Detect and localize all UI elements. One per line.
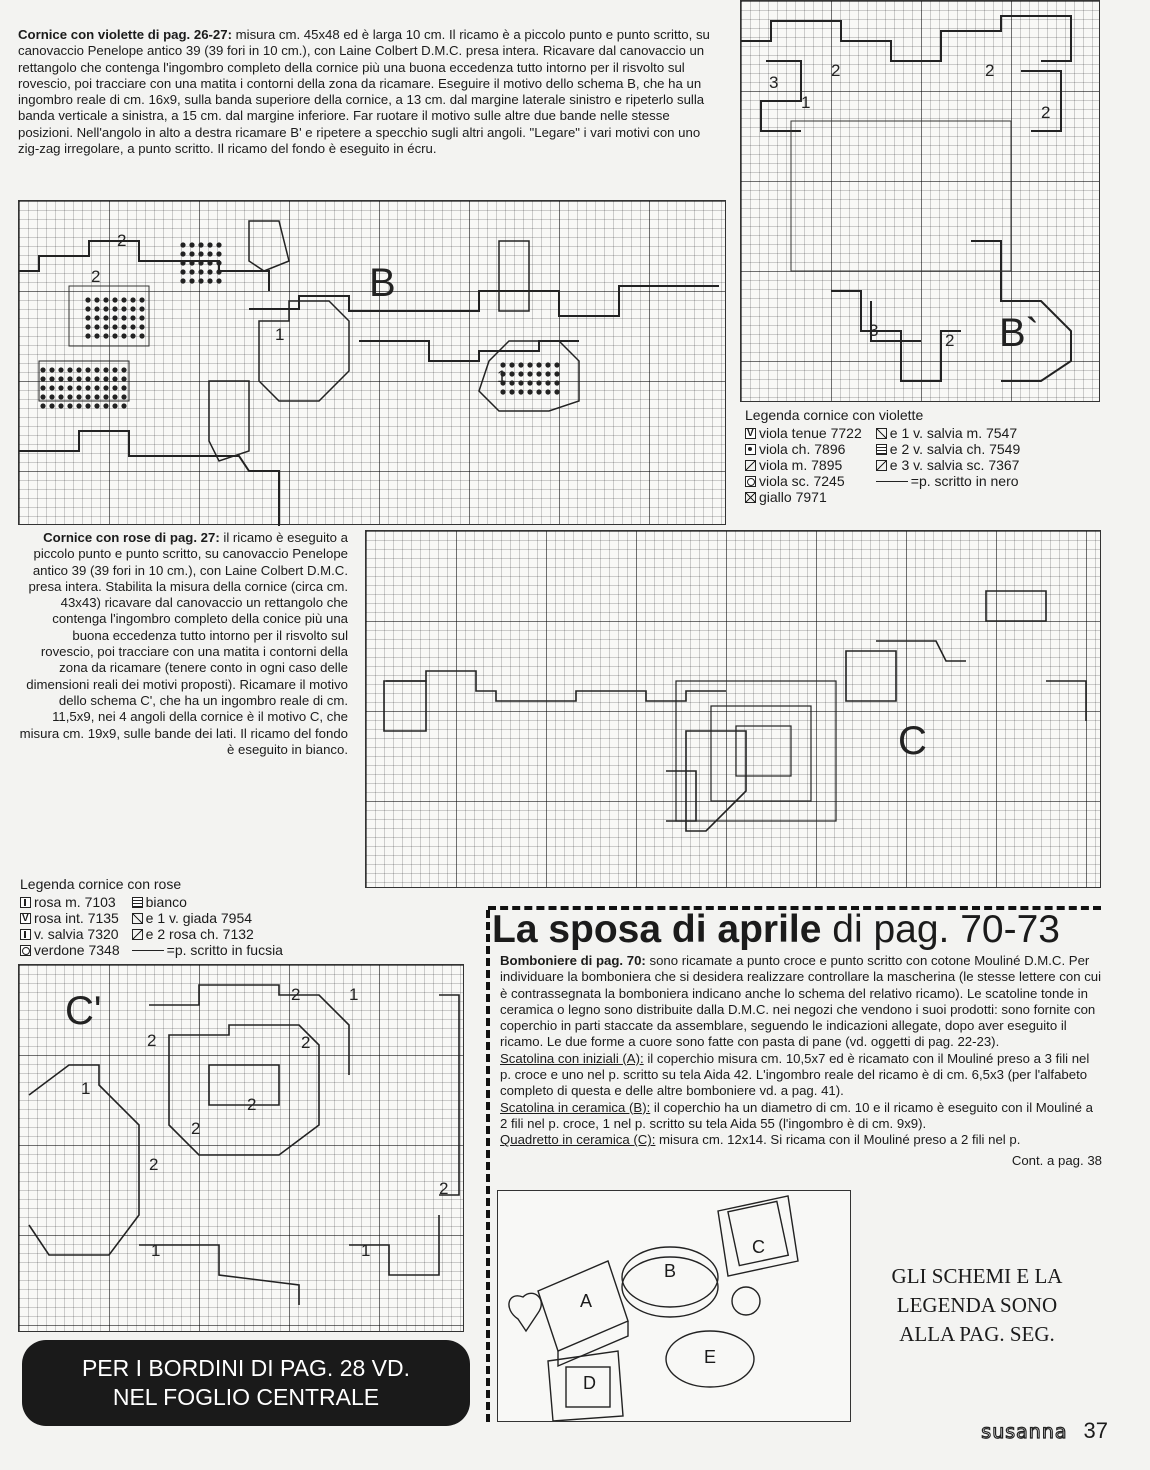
stitch-dot <box>216 278 221 283</box>
stitch-dot <box>85 333 90 338</box>
stitch-dot <box>554 389 559 394</box>
stitch-dot <box>121 385 126 390</box>
continued-note: Cont. a pag. 38 <box>1011 1152 1102 1168</box>
stitch-dot <box>139 315 144 320</box>
chart-b-prime-num-1: 3 <box>769 73 779 92</box>
chart-c-prime-num: 2 <box>291 985 301 1004</box>
stitch-dot <box>518 371 523 376</box>
scatolina-b-text: il coperchio ha un diametro di cm. 10 e il ricamo è eseguito con il Mouliné a 2 fili nel p. croce, 1 nel p. scritto su tela Aida 55 (l'ingombro è di cm. 9x9). <box>500 1099 1093 1131</box>
legend-violette-item: viola sc. 7245 <box>759 473 845 489</box>
stitch-dot <box>112 367 117 372</box>
stitch-dot <box>545 389 550 394</box>
chart-c <box>365 530 1101 888</box>
legend-violette-item: e 2 v. salvia ch. 7549 <box>889 441 1021 457</box>
stitch-dot <box>198 242 203 247</box>
backstitch-line-icon <box>876 481 908 482</box>
stitch-dot <box>112 376 117 381</box>
chart-c-prime-num: 1 <box>81 1079 91 1098</box>
legend-violette-title: Legenda cornice con violette <box>745 407 924 423</box>
sketch-label-e: E <box>704 1347 717 1367</box>
stitch-dot <box>500 389 505 394</box>
stitch-dot <box>180 242 185 247</box>
stitch-dot <box>130 306 135 311</box>
legend-rose-item: e 2 rosa ch. 7132 <box>145 926 254 942</box>
legend-rose-item: verdone 7348 <box>34 942 120 958</box>
chart-b-prime-num-3: 1 <box>801 93 811 112</box>
chart-c-prime-num: 2 <box>301 1033 311 1052</box>
stitch-dot <box>76 376 81 381</box>
stitch-dot <box>85 385 90 390</box>
rose-instructions <box>18 530 348 758</box>
chart-b-prime-num-6: 3 <box>869 321 879 340</box>
sposa-title-light: di pag. 70-73 <box>821 908 1060 951</box>
stitch-dot <box>40 376 45 381</box>
chart-b-violet-left <box>39 286 149 401</box>
page-number: 37 <box>1083 1418 1108 1443</box>
stitch-dot <box>189 278 194 283</box>
stitch-dot <box>198 278 203 283</box>
stitch-dot <box>85 324 90 329</box>
chart-b-num-1: 2 <box>117 231 127 250</box>
stitch-dot <box>180 260 185 265</box>
violet-light-dot-icon <box>745 444 756 455</box>
sketch-drawing <box>498 1191 850 1421</box>
stitch-dot <box>139 297 144 302</box>
stitch-dot <box>85 315 90 320</box>
stitch-dot <box>518 362 523 367</box>
legend-violette-item: viola tenue 7722 <box>759 425 862 441</box>
bomboniere-title: Bomboniere di pag. 70: <box>500 953 646 968</box>
stitch-dot <box>207 242 212 247</box>
stitch-dot <box>103 333 108 338</box>
legend-rose-item: rosa int. 7135 <box>34 910 119 926</box>
chart-c-prime-num: 1 <box>361 1241 371 1260</box>
stitch-dot <box>58 394 63 399</box>
stitch-dot <box>67 367 72 372</box>
stitch-dot <box>85 297 90 302</box>
legend-violette <box>745 407 1105 505</box>
stitch-dot <box>130 315 135 320</box>
stitch-dot <box>103 394 108 399</box>
stitch-dot <box>85 376 90 381</box>
stitch-dot <box>216 269 221 274</box>
stitch-dot <box>527 362 532 367</box>
stitch-dot <box>207 260 212 265</box>
legend-violette-item: e 3 v. salvia sc. 7367 <box>889 457 1020 473</box>
stitch-dot <box>536 380 541 385</box>
rose-light-icon <box>132 929 143 940</box>
legend-rose <box>20 876 360 958</box>
stitch-dot <box>554 380 559 385</box>
schemes-note: GLI SCHEMI E LA LEGENDA SONO ALLA PAG. SEG. <box>891 1264 1063 1346</box>
bordini-notice <box>22 1340 470 1426</box>
stitch-dot <box>518 380 523 385</box>
chart-b-prime <box>740 0 1100 402</box>
stitch-dot <box>509 371 514 376</box>
violette-body: misura cm. 45x48 ed è larga 10 cm. Il ricamo è a piccolo punto e punto scritto, su canovaccio Penelope antico 39 (39 fori in 10 cm.), con Laine Colbert D.M.C. presa intera. Ricavare dal canovaccio un rettangolo che contenga l'ingombro completo della cornice più una buona eccedenza tutto intorno per il risvolto sul rovescio, poi tracciare con una matita i contorni della zona da ricamare. Eseguire il motivo dello schema B, che ha un ingombro reale di cm. 16x9, sulla banda superiore della cornice, a 13 cm. dal margine laterale sinistro e ripeterlo sulla banda verticale a sinistra, a 15 cm. dal margine inferiore. Far ruotare il motivo sulle altre due bande nelle stesse posizioni. Nell'angolo in alto a destra ricamare B' e ripetere a specchio sugli altri angoli. "Legare" i vari motivi con uno zig-zag irregolare, a punto scritto. Il ricamo del fondo è eseguito in écru. <box>18 27 710 157</box>
legend-violette-item: viola m. 7895 <box>759 457 843 473</box>
stitch-dot <box>198 251 203 256</box>
sketch-label-b: B <box>664 1261 677 1281</box>
stitch-dot <box>207 269 212 274</box>
stitch-dot <box>67 394 72 399</box>
chart-b-num-3: 1 <box>275 325 285 344</box>
stitch-dot <box>112 297 117 302</box>
stitch-dot <box>103 297 108 302</box>
bordini-line-2: NEL FOGLIO CENTRALE <box>112 1384 380 1410</box>
sage-icon <box>20 929 31 940</box>
stitch-dot <box>121 367 126 372</box>
stitch-dot <box>509 362 514 367</box>
stitch-dot <box>536 371 541 376</box>
stitch-dot <box>121 376 126 381</box>
stitch-dot <box>139 324 144 329</box>
stitch-dot <box>85 367 90 372</box>
stitch-dot <box>130 324 135 329</box>
stitch-dot <box>103 324 108 329</box>
chart-c-prime-num: 2 <box>191 1119 201 1138</box>
stitch-dot <box>112 315 117 320</box>
legend-rose-item: rosa m. 7103 <box>34 894 116 910</box>
sketch-label-a: A <box>580 1291 593 1311</box>
stitch-dot <box>536 389 541 394</box>
bomboniere-sketch <box>497 1190 851 1422</box>
violette-title: Cornice con violette di pag. 26-27: <box>18 27 232 42</box>
stitch-dot <box>103 306 108 311</box>
chart-c-drawing <box>366 531 1102 889</box>
legend-rose-item: v. salvia 7320 <box>34 926 119 942</box>
section-dashed-left-rule <box>486 910 490 1422</box>
chart-c-prime <box>18 964 464 1332</box>
stitch-dot <box>85 403 90 408</box>
stitch-dot <box>545 371 550 376</box>
stitch-dot <box>40 403 45 408</box>
legend-rose-item: e 1 v. giada 7954 <box>145 910 253 926</box>
sketch-label-d: D <box>583 1373 596 1393</box>
stitch-dot <box>180 269 185 274</box>
page-footer <box>981 1418 1108 1444</box>
stitch-dot <box>94 376 99 381</box>
stitch-dot <box>121 297 126 302</box>
dark-green-icon <box>20 945 31 956</box>
chart-b-prime-label: B` <box>999 311 1039 355</box>
stitch-dot <box>94 297 99 302</box>
stitch-dot <box>67 403 72 408</box>
legend-violette-item: =p. scritto in nero <box>910 473 1019 489</box>
jade-icon <box>132 913 143 924</box>
stitch-dot <box>40 394 45 399</box>
stitch-dot <box>216 242 221 247</box>
stitch-dot <box>121 333 126 338</box>
stitch-dot <box>180 251 185 256</box>
stitch-dot <box>112 324 117 329</box>
stitch-dot <box>536 362 541 367</box>
chart-b-prime-drawing <box>741 1 1101 403</box>
stitch-dot <box>509 389 514 394</box>
stitch-dot <box>216 251 221 256</box>
stitch-dot <box>49 385 54 390</box>
sketch-label-c: C <box>752 1237 765 1257</box>
stitch-dot <box>49 367 54 372</box>
bordini-line-1: PER I BORDINI DI PAG. 28 VD. <box>81 1355 411 1381</box>
chart-b-label: B <box>369 261 396 305</box>
stitch-dot <box>198 269 203 274</box>
stitch-dot <box>94 315 99 320</box>
chart-c-prime-num: 2 <box>247 1095 257 1114</box>
stitch-dot <box>121 403 126 408</box>
legend-rose-item: bianco <box>145 894 187 910</box>
legend-violette-item: viola ch. 7896 <box>759 441 846 457</box>
stitch-dot <box>216 260 221 265</box>
stitch-dot <box>94 333 99 338</box>
stitch-dot <box>94 394 99 399</box>
chart-c-prime-num: 1 <box>151 1241 161 1260</box>
stitch-dot <box>76 367 81 372</box>
stitch-dot <box>94 367 99 372</box>
stitch-dot <box>198 260 203 265</box>
sage-light-icon <box>876 444 887 455</box>
stitch-dot <box>139 306 144 311</box>
stitch-dot <box>94 385 99 390</box>
stitch-dot <box>49 394 54 399</box>
chart-b-prime-num-7: 2 <box>945 331 955 350</box>
stitch-dot <box>189 269 194 274</box>
legend-violette-item: giallo 7971 <box>759 489 827 505</box>
legend-violette-item: e 1 v. salvia m. 7547 <box>889 425 1018 441</box>
chart-c-prime-num: 2 <box>439 1179 449 1198</box>
rose-intense-icon <box>20 913 31 924</box>
stitch-dot <box>76 394 81 399</box>
sposa-title <box>492 908 1060 952</box>
stitch-dot <box>112 394 117 399</box>
stitch-dot <box>121 394 126 399</box>
stitch-dot <box>139 333 144 338</box>
stitch-dot <box>40 385 45 390</box>
stitch-dot <box>189 242 194 247</box>
chart-c-label: C <box>898 719 927 763</box>
sage-dark-icon <box>876 460 887 471</box>
chart-c-prime-num: 2 <box>147 1031 157 1050</box>
stitch-dot <box>189 251 194 256</box>
stitch-dot <box>554 371 559 376</box>
chart-b-prime-num-5: 2 <box>1041 103 1051 122</box>
stitch-dot <box>49 376 54 381</box>
stitch-dot <box>94 306 99 311</box>
stitch-dot <box>85 306 90 311</box>
chart-b-num-4: 1 <box>497 367 507 386</box>
stitch-dot <box>130 297 135 302</box>
chart-b-num-2: 2 <box>91 267 101 286</box>
sage-medium-icon <box>876 428 887 439</box>
stitch-dot <box>527 380 532 385</box>
stitch-dot <box>67 376 72 381</box>
stitch-dot <box>67 385 72 390</box>
scatolina-a-text: il coperchio misura cm. 10,5x7 ed è ricamato con il Mouliné preso a 3 fili nel p. croce e uno nel p. scritto su tela Aida 42. L'ingombro reale del ricamo è di cm. 6,5x3 (per l'alfabeto completo di questa e delle altre bomboniere vd. a pag. 41). <box>500 1050 1090 1099</box>
stitch-dot <box>58 403 63 408</box>
stitch-dot <box>112 333 117 338</box>
chart-b-prime-num-2: 2 <box>831 61 841 80</box>
stitch-dot <box>112 385 117 390</box>
stitch-dot <box>207 251 212 256</box>
stitch-dot <box>103 315 108 320</box>
stitch-dot <box>85 394 90 399</box>
chart-c-prime-label: C' <box>65 989 102 1033</box>
stitch-dot <box>112 306 117 311</box>
stitch-dot <box>94 324 99 329</box>
stitch-dot <box>103 367 108 372</box>
stitch-dot <box>103 403 108 408</box>
sposa-title-bold: La sposa di aprile <box>492 908 822 951</box>
chart-b-prime-num-4: 2 <box>985 61 995 80</box>
violet-dark-icon <box>745 476 756 487</box>
stitch-dot <box>58 385 63 390</box>
chart-c-prime-num: 2 <box>149 1155 159 1174</box>
violette-instructions <box>18 27 718 157</box>
stitch-dot <box>76 403 81 408</box>
legend-rose-title: Legenda cornice con rose <box>20 876 182 892</box>
chart-b <box>18 200 726 525</box>
stitch-dot <box>121 324 126 329</box>
violet-light-icon <box>745 428 756 439</box>
scatolina-a-title: Scatolina con iniziali (A): <box>500 1050 644 1066</box>
legend-rose-item: =p. scritto in fucsia <box>166 942 283 958</box>
stitch-dot <box>518 389 523 394</box>
backstitch-line-icon <box>132 950 164 951</box>
rose-medium-icon <box>20 897 31 908</box>
stitch-dot <box>103 376 108 381</box>
stitch-dot <box>545 380 550 385</box>
bomboniere-text: sono ricamate a punto croce e punto scritto con cotone Mouliné D.M.C. Per individuare la bomboniera che si desidera realizzare controllare la mascherina (le stesse lettere con cui è contrassegnata la bomboniera indicano anche lo schema del relativo ricamo). Le scatoline tonde in ceramica o legno sono distribuite dalla D.M.C. nei negozi che vendono i suoi prodotti: sono fornite con coperchio in parti staccate da assemblare, seguendo le indicazioni allegate, dopo aver eseguito il ricamo. Le due forme a cuore sono fatte con pasta di pane (vd. oggetti di pag. 22-23). <box>500 953 1102 1050</box>
stitch-dot <box>94 403 99 408</box>
stitch-dot <box>58 367 63 372</box>
yellow-icon <box>745 492 756 503</box>
scatolina-b-title: Scatolina in ceramica (B): <box>500 1099 651 1115</box>
sposa-body <box>500 953 1102 1169</box>
chart-c-rose-center <box>676 681 836 821</box>
stitch-dot <box>189 260 194 265</box>
stitch-dot <box>130 333 135 338</box>
stitch-dot <box>509 380 514 385</box>
quadretto-c-text: misura cm. 12x14. Si ricama con il Mouliné preso a 2 fili nel p. <box>655 1132 1021 1148</box>
stitch-dot <box>527 371 532 376</box>
stitch-dot <box>180 278 185 283</box>
white-icon <box>132 897 143 908</box>
stitch-dot <box>76 385 81 390</box>
rose-body: il ricamo è eseguito a piccolo punto e punto scritto, su canovaccio Penelope antico 39 (39 fori in 10 cm.), con Laine Colbert D.M.C. presa intera. Stabilita la misura della cornice (circa cm. 43x43) ricavare dal canovaccio un rettangolo che contenga l'ingombro completo della conice più una buona eccedenza tutto intorno per il risvolto sul rovescio, poi tracciare con una matita i contorni della zona da ricamare (tenere conto in ogni caso delle dimensioni reali dei motivi proposti). Ricamare il motivo dello schema C', che ha un ingombro reale di cm. 11,5x9, nei 4 angoli della cornice è il motivo C, che misura cm. 19x9, sulle bande dei lati. Il ricamo del fondo è eseguito in bianco. <box>19 530 348 757</box>
footer-brand: susanna <box>981 1421 1068 1443</box>
stitch-dot <box>112 403 117 408</box>
rose-title: Cornice con rose di pag. 27: <box>43 530 220 545</box>
stitch-dot <box>49 403 54 408</box>
chart-c-prime-num: 1 <box>349 985 359 1004</box>
stitch-dot <box>545 362 550 367</box>
stitch-dot <box>58 376 63 381</box>
stitch-dot <box>121 315 126 320</box>
stitch-dot <box>103 385 108 390</box>
violet-medium-icon <box>745 460 756 471</box>
stitch-dot <box>40 367 45 372</box>
stitch-dot <box>207 278 212 283</box>
stitch-dot <box>121 306 126 311</box>
stitch-dot <box>554 362 559 367</box>
stitch-dot <box>527 389 532 394</box>
quadretto-c-title: Quadretto in ceramica (C): <box>500 1132 656 1148</box>
